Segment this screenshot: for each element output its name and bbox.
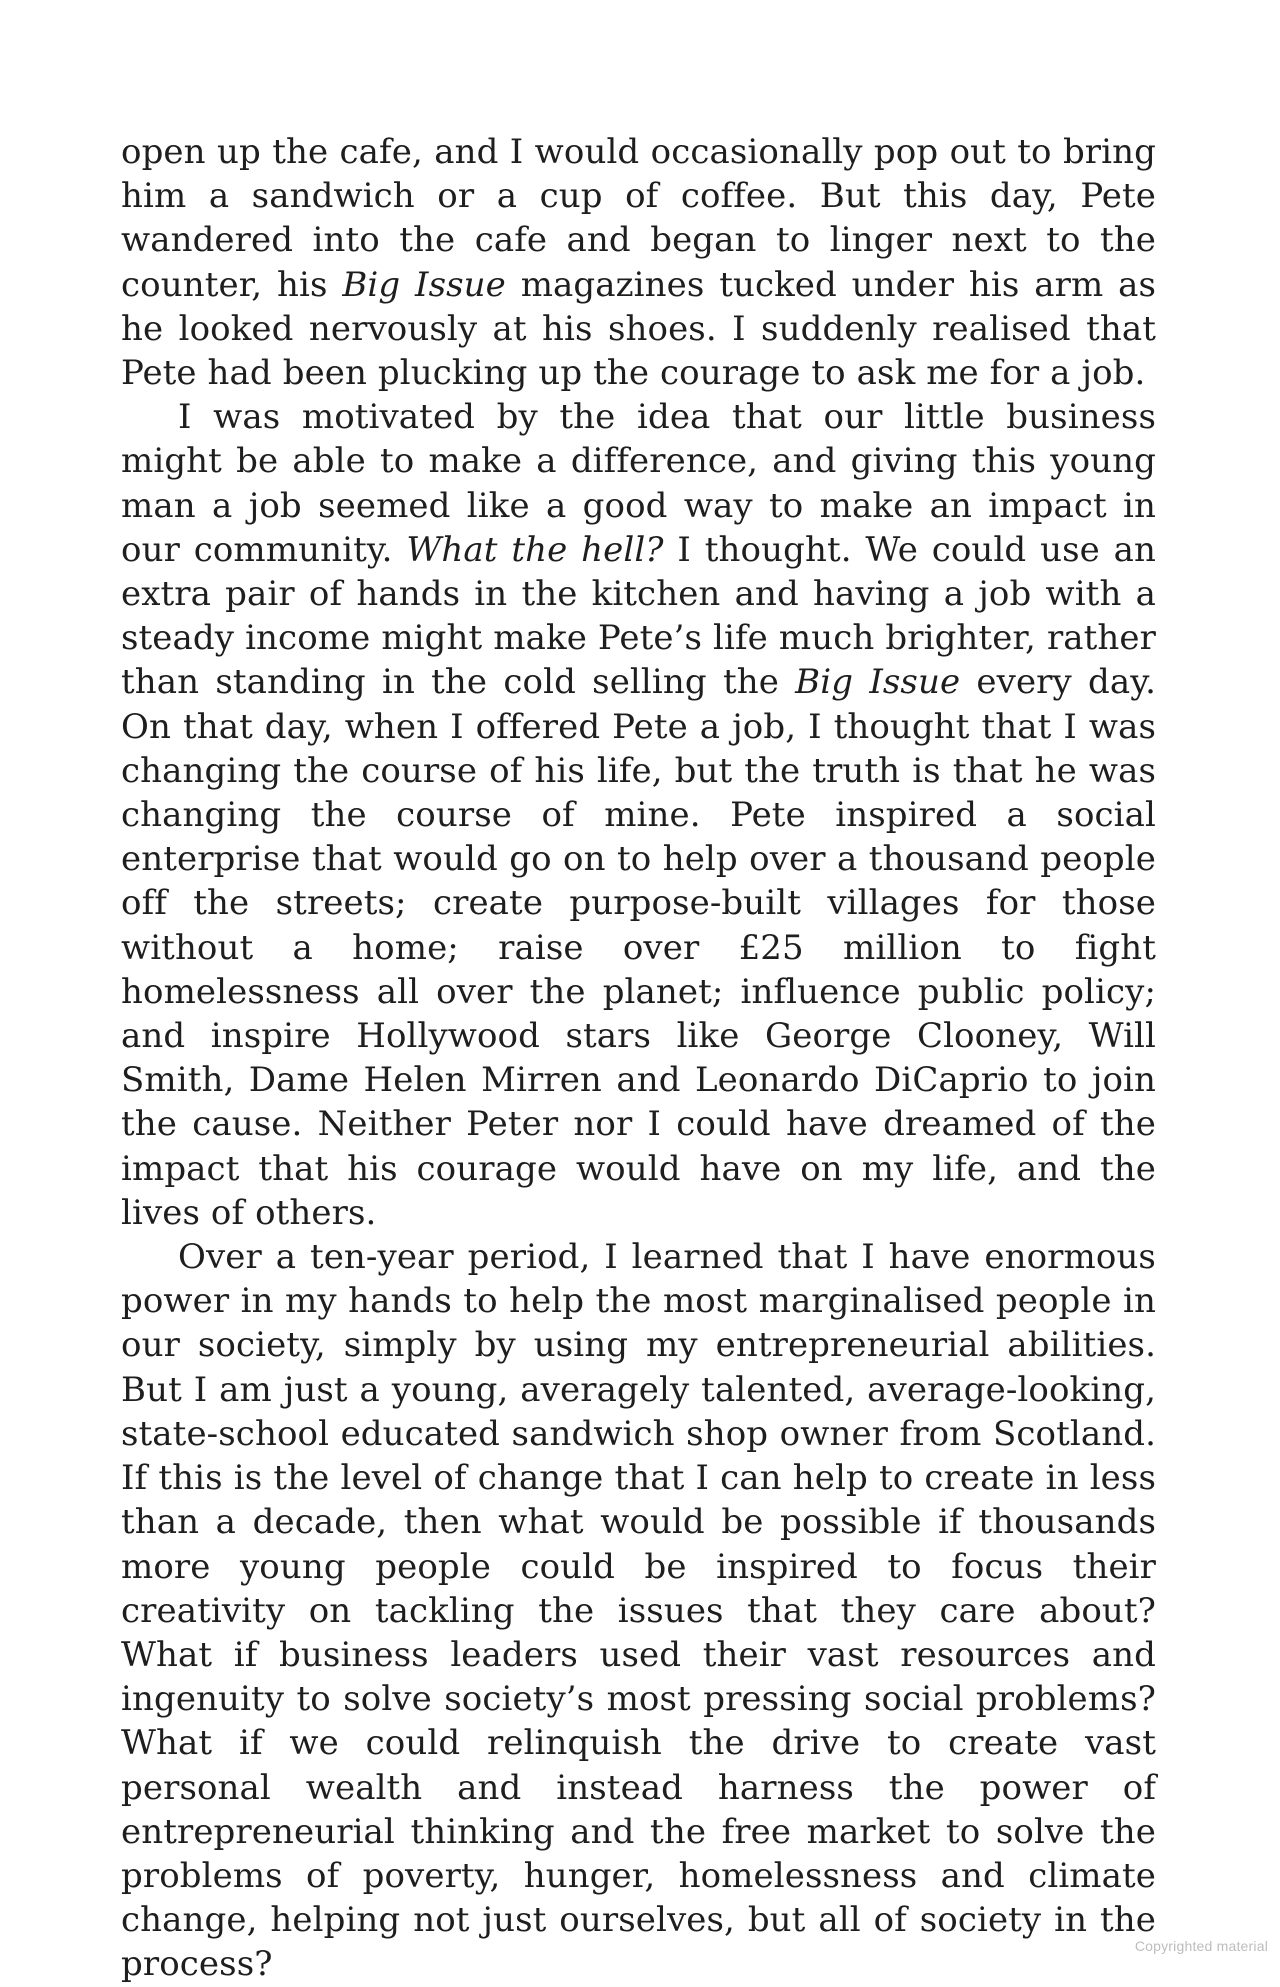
italic-what-the-hell: What the hell? — [406, 529, 664, 570]
italic-big-issue-title: Big Issue — [795, 662, 961, 703]
paragraph-3 — [121, 1235, 1156, 1986]
paragraph-2 — [121, 395, 1156, 1235]
book-page-body — [121, 130, 1156, 1987]
paragraph-1-text: open up the cafe, and I would occasionally pop out to bring him a sandwich or a cup of coffee. But this day, Pete wandered into the cafe and began to linger next to the counter, his — [121, 132, 1156, 305]
paragraph-2-text: I thought. We could use an extra pair of hands in the kitchen and having a job with a steady income might make Pete’s life much brighter, rather than standing in the cold selling the — [121, 529, 1157, 703]
paragraph-1-text: magazines tucked under his arm as he looked nervously at his shoes. I suddenly realised that Pete had been plucking up the courage to ask me for a job. — [121, 264, 1156, 394]
paragraph-2-text: every day. On that day, when I offered Pete a job, I thought that I was changing the course of his life, but the truth is that he was changing the course of mine. Pete inspired a social enterprise that would go on to help over a thousand people off the streets; create purpose-built villages for those without a home; raise over £25 million to fight homelessness all over the planet; influence public policy; and inspire Hollywood stars like George Clooney, Will Smith, Dame Helen Mirren and Leonardo DiCaprio to join the cause. Neither Peter nor I could have dreamed of the impact that his courage would have on my life, and the lives of others. — [121, 662, 1156, 1233]
copyright-watermark: Copyrighted material — [1134, 1938, 1268, 1954]
paragraph-3-text: Over a ten-year period, I learned that I have enormous power in my hands to help the most marginalised people in our society, simply by using my entrepreneurial abilities. But I am just a young, averagely talented, average-looking, state-school educated sandwich shop owner from Scotland. If this is the level of change that I can help to create in less than a decade, then what would be possible if thousands more young people could be inspired to focus their creativity on tackling the issues that they care about? What if business leaders used their vast resources and ingenuity to solve society’s most pressing social problems? What if we could relinquish the drive to create vast personal wealth and instead harness the power of entrepreneurial thinking and the free market to solve the problems of poverty, hunger, homelessness and climate change, helping not just ourselves, but all of society in the process? — [121, 1237, 1156, 1985]
paragraph-1 — [121, 130, 1156, 395]
paragraph-2-text: I was motivated by the idea that our little business might be able to make a difference, and giving this young man a job seemed like a good way to make an impact in our community. — [121, 397, 1156, 570]
italic-big-issue-title: Big Issue — [342, 264, 506, 305]
